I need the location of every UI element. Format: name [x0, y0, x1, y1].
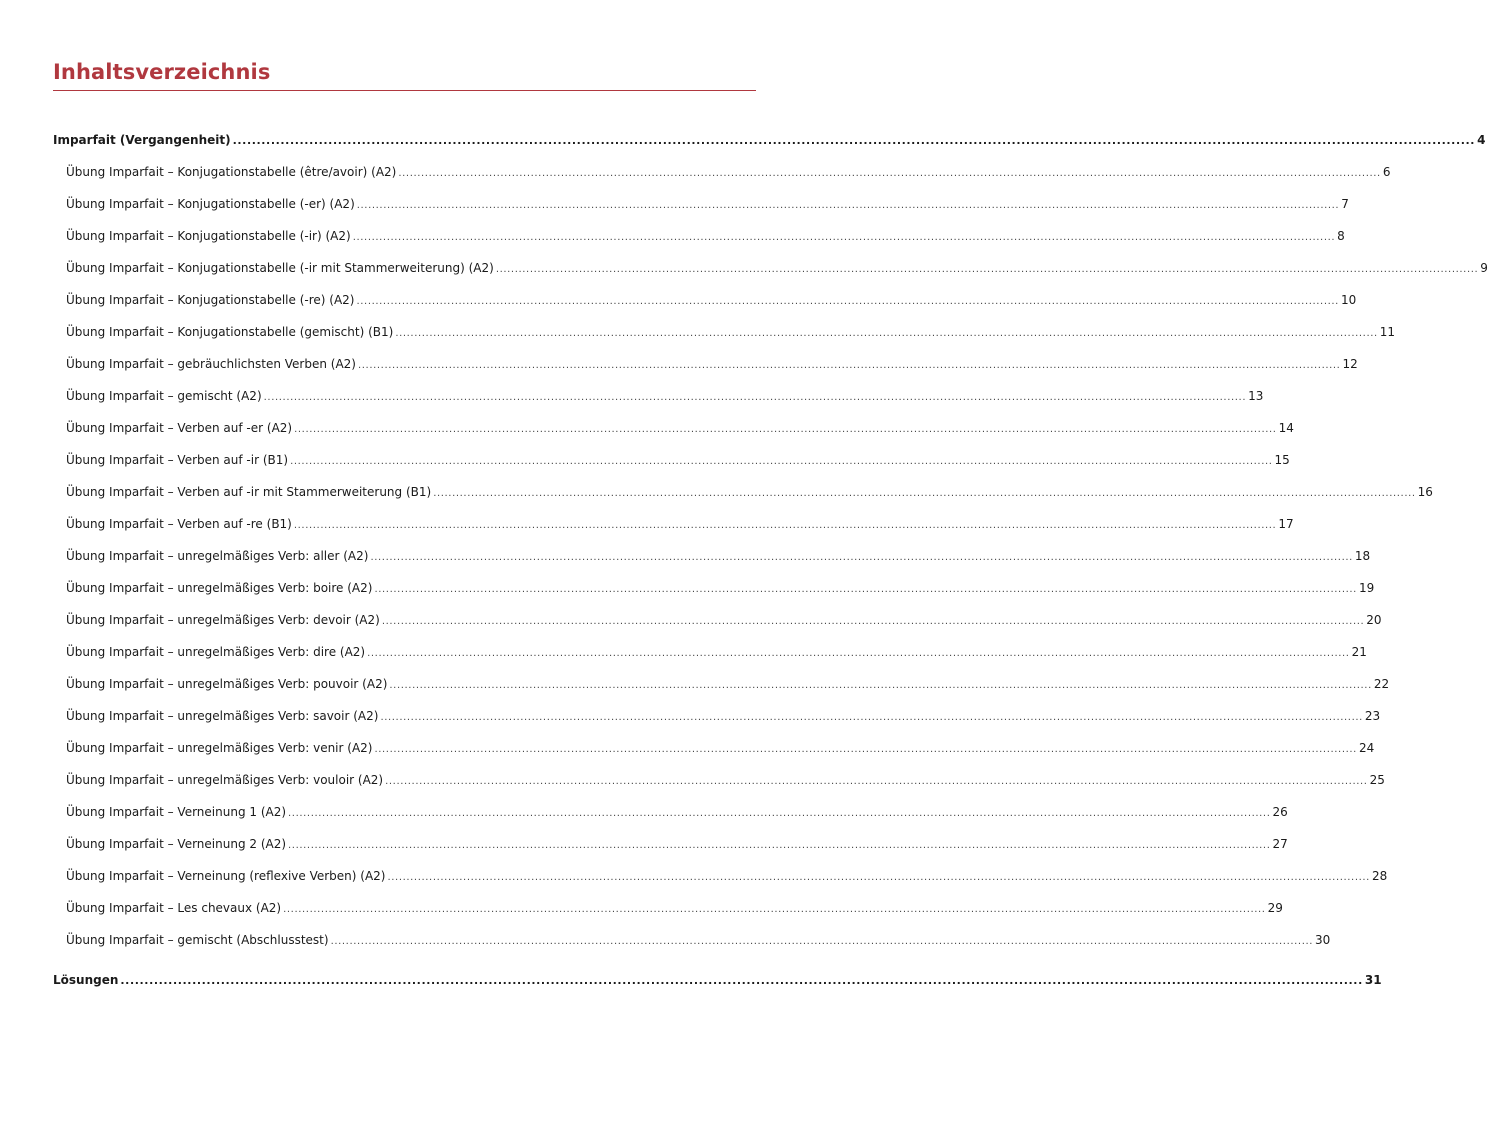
page-number: 21	[1351, 645, 1367, 659]
entry-title: Übung Imparfait – Verben auf -er (A2)	[66, 421, 293, 435]
page-number: 26	[1272, 805, 1288, 819]
page-number: 19	[1358, 581, 1375, 595]
dot-leader: ....................................................................................................................................................................................................................................................................	[389, 680, 1372, 691]
entry-title: Übung Imparfait – Verben auf -re (B1)	[66, 517, 292, 531]
toc-entry[interactable]	[53, 770, 1385, 802]
entry-title: Übung Imparfait – Konjugationstabelle (gemischt) (B1)	[66, 325, 394, 339]
entry-title: Übung Imparfait – Konjugationstabelle (être/avoir) (A2)	[66, 165, 397, 179]
page-number: 9	[1480, 261, 1488, 275]
page-number: 16	[1417, 485, 1433, 499]
page-number: 25	[1369, 773, 1385, 787]
toc-section-entry[interactable]	[53, 130, 1486, 162]
entry-title: Übung Imparfait – unregelmäßiges Verb: pouvoir (A2)	[66, 677, 388, 691]
toc-entry[interactable]	[53, 322, 1396, 354]
toc-entry[interactable]	[53, 162, 1391, 194]
page-number: 27	[1272, 837, 1288, 851]
dot-leader: ....................................................................................................................................................................................................................................................................	[263, 392, 1247, 403]
toc-entry[interactable]	[53, 706, 1381, 738]
page-number: 28	[1371, 869, 1388, 883]
page-number: 14	[1278, 421, 1294, 435]
toc-entry[interactable]	[53, 674, 1390, 706]
dot-leader: ....................................................................................................................................................................................................................................................................	[290, 456, 1273, 467]
page-number: 11	[1379, 325, 1396, 339]
page-number: 24	[1358, 741, 1375, 755]
toc-entry[interactable]	[53, 834, 1288, 866]
dot-leader: ....................................................................................................................................................................................................................................................................	[356, 296, 1339, 307]
toc-entry[interactable]	[53, 482, 1433, 514]
toc-entry[interactable]	[53, 578, 1375, 610]
entry-title: Übung Imparfait – gebräuchlichsten Verben (A2)	[66, 357, 356, 371]
entry-title: Übung Imparfait – unregelmäßiges Verb: savoir (A2)	[66, 709, 379, 723]
page-number: 4	[1477, 133, 1486, 147]
dot-leader: ....................................................................................................................................................................................................................................................................	[232, 134, 1476, 147]
dot-leader: ....................................................................................................................................................................................................................................................................	[352, 232, 1336, 243]
entry-title: Übung Imparfait – unregelmäßiges Verb: vouloir (A2)	[66, 773, 384, 787]
title-divider	[53, 90, 756, 91]
page-title: Inhaltsverzeichnis	[53, 60, 271, 84]
entry-title: Übung Imparfait – unregelmäßiges Verb: aller (A2)	[66, 549, 369, 563]
entry-title: Übung Imparfait – gemischt (A2)	[66, 389, 262, 403]
dot-leader: ....................................................................................................................................................................................................................................................................	[398, 168, 1381, 179]
toc-section-entry[interactable]	[53, 970, 1382, 1002]
page-number: 12	[1342, 357, 1358, 371]
page-number: 20	[1366, 613, 1382, 627]
toc-entry[interactable]	[53, 610, 1382, 642]
toc-entry[interactable]	[53, 642, 1367, 674]
dot-leader: ....................................................................................................................................................................................................................................................................	[330, 936, 1314, 947]
entry-title: Imparfait (Vergangenheit)	[53, 133, 231, 147]
dot-leader: ....................................................................................................................................................................................................................................................................	[370, 552, 1353, 563]
toc-entry[interactable]	[53, 418, 1294, 450]
toc-entry[interactable]	[53, 738, 1375, 770]
toc-entry[interactable]	[53, 898, 1283, 930]
page-number: 17	[1278, 517, 1294, 531]
table-of-contents	[53, 130, 1488, 1002]
dot-leader: ....................................................................................................................................................................................................................................................................	[367, 648, 1350, 659]
toc-entry[interactable]	[53, 802, 1288, 834]
dot-leader: ....................................................................................................................................................................................................................................................................	[387, 872, 1370, 883]
toc-entry[interactable]	[53, 290, 1357, 322]
page-number: 29	[1267, 901, 1283, 915]
dot-leader: ....................................................................................................................................................................................................................................................................	[288, 808, 1271, 819]
toc-entry[interactable]	[53, 546, 1371, 578]
dot-leader: ....................................................................................................................................................................................................................................................................	[380, 712, 1363, 723]
toc-entry[interactable]	[53, 930, 1331, 962]
page-number: 13	[1248, 389, 1264, 403]
dot-leader: ....................................................................................................................................................................................................................................................................	[495, 264, 1479, 275]
dot-leader: ....................................................................................................................................................................................................................................................................	[385, 776, 1368, 787]
entry-title: Übung Imparfait – Konjugationstabelle (-re) (A2)	[66, 293, 355, 307]
page-number: 10	[1340, 293, 1357, 307]
toc-entry[interactable]	[53, 866, 1388, 898]
entry-title: Übung Imparfait – Les chevaux (A2)	[66, 901, 282, 915]
page-number: 18	[1354, 549, 1371, 563]
page-number: 23	[1364, 709, 1381, 723]
dot-leader: ....................................................................................................................................................................................................................................................................	[358, 360, 1341, 371]
toc-entry[interactable]	[53, 514, 1294, 546]
page-number: 6	[1382, 165, 1391, 179]
entry-title: Übung Imparfait – unregelmäßiges Verb: boire (A2)	[66, 581, 373, 595]
toc-entry[interactable]	[53, 226, 1345, 258]
entry-title: Übung Imparfait – Konjugationstabelle (-ir) (A2)	[66, 229, 351, 243]
dot-leader: ....................................................................................................................................................................................................................................................................	[374, 744, 1357, 755]
dot-leader: ....................................................................................................................................................................................................................................................................	[120, 974, 1363, 987]
dot-leader: ....................................................................................................................................................................................................................................................................	[294, 424, 1277, 435]
section-gap	[53, 962, 756, 970]
entry-title: Übung Imparfait – Konjugationstabelle (-ir mit Stammerweiterung) (A2)	[66, 261, 494, 275]
dot-leader: ....................................................................................................................................................................................................................................................................	[356, 200, 1340, 211]
dot-leader: ....................................................................................................................................................................................................................................................................	[374, 584, 1357, 595]
dot-leader: ....................................................................................................................................................................................................................................................................	[293, 520, 1277, 531]
page-number: 30	[1315, 933, 1331, 947]
dot-leader: ....................................................................................................................................................................................................................................................................	[395, 328, 1378, 339]
page-number: 15	[1274, 453, 1290, 467]
entry-title: Übung Imparfait – Verben auf -ir mit Stammerweiterung (B1)	[66, 485, 432, 499]
toc-entry[interactable]	[53, 194, 1349, 226]
entry-title: Übung Imparfait – Konjugationstabelle (-er) (A2)	[66, 197, 355, 211]
page-number: 31	[1364, 973, 1382, 987]
dot-leader: ....................................................................................................................................................................................................................................................................	[288, 840, 1271, 851]
entry-title: Übung Imparfait – unregelmäßiges Verb: venir (A2)	[66, 741, 373, 755]
toc-entry[interactable]	[53, 386, 1264, 418]
page-number: 22	[1373, 677, 1390, 691]
entry-title: Übung Imparfait – Verben auf -ir (B1)	[66, 453, 289, 467]
dot-leader: ....................................................................................................................................................................................................................................................................	[381, 616, 1365, 627]
dot-leader: ....................................................................................................................................................................................................................................................................	[283, 904, 1266, 915]
entry-title: Übung Imparfait – unregelmäßiges Verb: devoir (A2)	[66, 613, 380, 627]
entry-title: Übung Imparfait – Verneinung 1 (A2)	[66, 805, 287, 819]
entry-title: Übung Imparfait – unregelmäßiges Verb: dire (A2)	[66, 645, 366, 659]
toc-entry[interactable]	[53, 354, 1358, 386]
dot-leader: ....................................................................................................................................................................................................................................................................	[433, 488, 1416, 499]
entry-title: Übung Imparfait – gemischt (Abschlusstest)	[66, 933, 329, 947]
page-number: 8	[1337, 229, 1345, 243]
page-number: 7	[1341, 197, 1349, 211]
entry-title: Lösungen	[53, 973, 119, 987]
entry-title: Übung Imparfait – Verneinung (reflexive Verben) (A2)	[66, 869, 386, 883]
entry-title: Übung Imparfait – Verneinung 2 (A2)	[66, 837, 287, 851]
toc-entry[interactable]	[53, 450, 1290, 482]
toc-entry[interactable]	[53, 258, 1488, 290]
